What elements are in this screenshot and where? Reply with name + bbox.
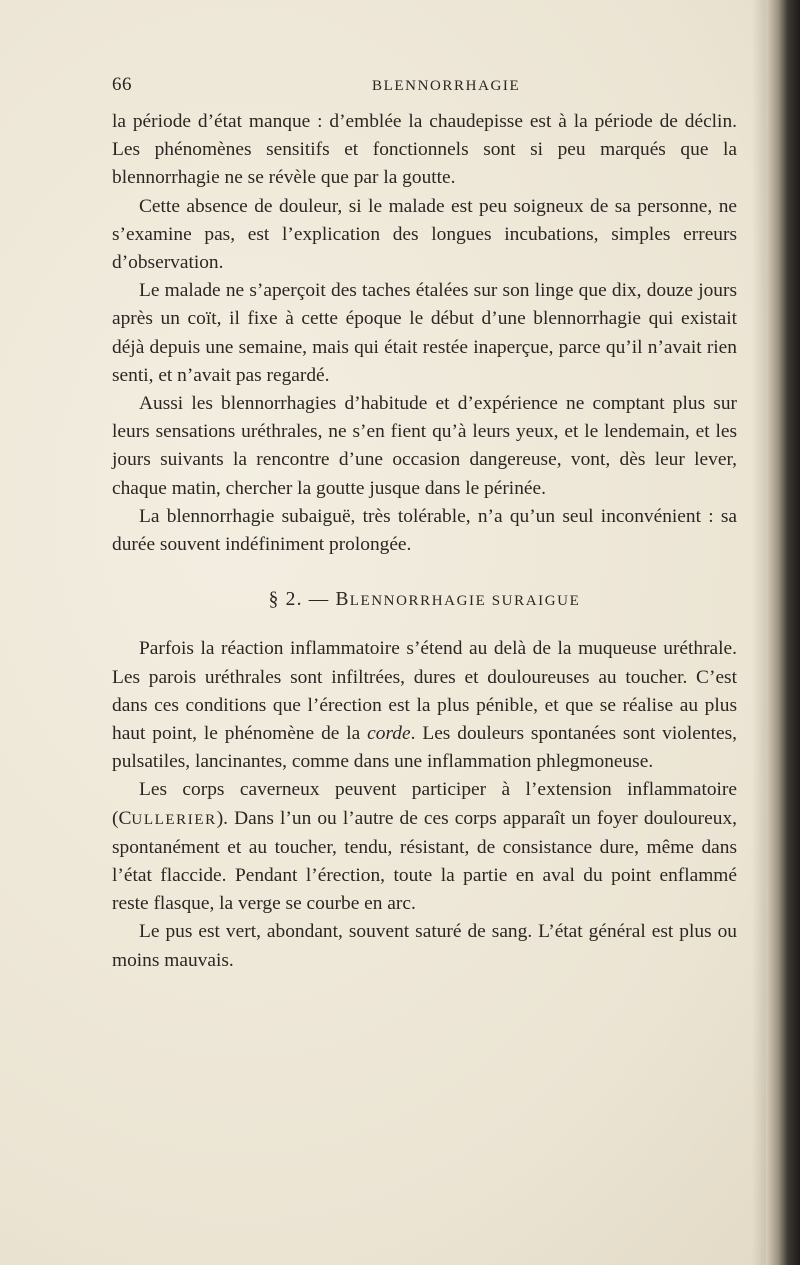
section-heading-title: LENNORRHAGIE SURAIGUE — [349, 593, 581, 610]
book-binding-edge — [766, 0, 800, 1265]
paragraph: Le malade ne s’aperçoit des taches étalées sur son linge que dix, douze jours après un coït, il fixe à cette époque le début d’une blennorrhagie qui existait déjà depuis une semaine, mais qui était restée inaperçue, parce qu’il n’avait rien senti, et n’avait pas regardé. — [112, 280, 737, 386]
paragraph-text: Les corps caverneux peuvent participer à l’extension inflammatoire ( — [112, 779, 737, 829]
emphasis-term: corde — [367, 723, 411, 745]
paragraph: La blennorrhagie subaiguë, très tolérable, n’a qu’un seul inconvénient : sa durée souvent indéfiniment prolongée. — [112, 505, 737, 556]
paragraph: Aussi les blennorrhagies d’habitude et d’expérience ne comptant plus sur leurs sensations uréthrales, ne s’en fient qu’à leurs yeux, et le lendemain, et les jours suivants la rencontre d’une occasion dangereuse, vont, dès leur lever, chaque matin, chercher la goutte jusque dans le périnée. — [112, 393, 737, 499]
paragraph: Cette absence de douleur, si le malade est peu soigneux de sa personne, ne s’examine pas, est l’explication des longues incubations, simples erreurs d’observation. — [112, 195, 737, 274]
page-number: 66 — [112, 74, 132, 95]
paragraph — [112, 635, 737, 776]
author-name-initial: C — [118, 807, 132, 829]
section-heading — [112, 586, 737, 615]
binding-shadow — [752, 0, 766, 1265]
paragraph-text: ). Dans l’un ou l’autre de ces corps apparaît un foyer douloureux, spontanément et au toucher, tendu, résistant, de consistance dure, même dans l’état flaccide. Pendant l’érection, toute la partie en aval du point enflammé reste flasque, la verge se courbe en arc. — [112, 807, 737, 915]
paragraph-text: Parfois la réaction inflammatoire s’étend au delà de la muqueuse uréthrale. Les parois uréthrales sont infiltrées, dures et douloureuses au toucher. C’est dans ces conditions que l’érection est la plus pénible, et que se réalise au plus haut point, le phénomène de la — [112, 638, 737, 745]
paragraph-continuation: la période d’état manque : d’emblée la chaudepisse est à la période de déclin. Les phénomènes sensitifs et fonctionnels sont si peu marqués que la blennorrhagie ne se révèle que par la goutte. — [112, 111, 737, 189]
author-name: ULLERIER — [131, 811, 217, 828]
page-header — [112, 74, 742, 100]
body-text — [112, 108, 737, 975]
section-heading-prefix: § 2. — B — [268, 589, 350, 611]
paragraph — [112, 776, 737, 918]
running-title: BLENNORRHAGIE — [372, 78, 521, 94]
paragraph-text: . Les douleurs spontanées sont violentes, pulsatiles, lancinantes, comme dans une inflammation phlegmoneuse. — [112, 723, 737, 773]
paragraph: Le pus est vert, abondant, souvent saturé de sang. L’état général est plus ou moins mauvais. — [112, 921, 737, 971]
